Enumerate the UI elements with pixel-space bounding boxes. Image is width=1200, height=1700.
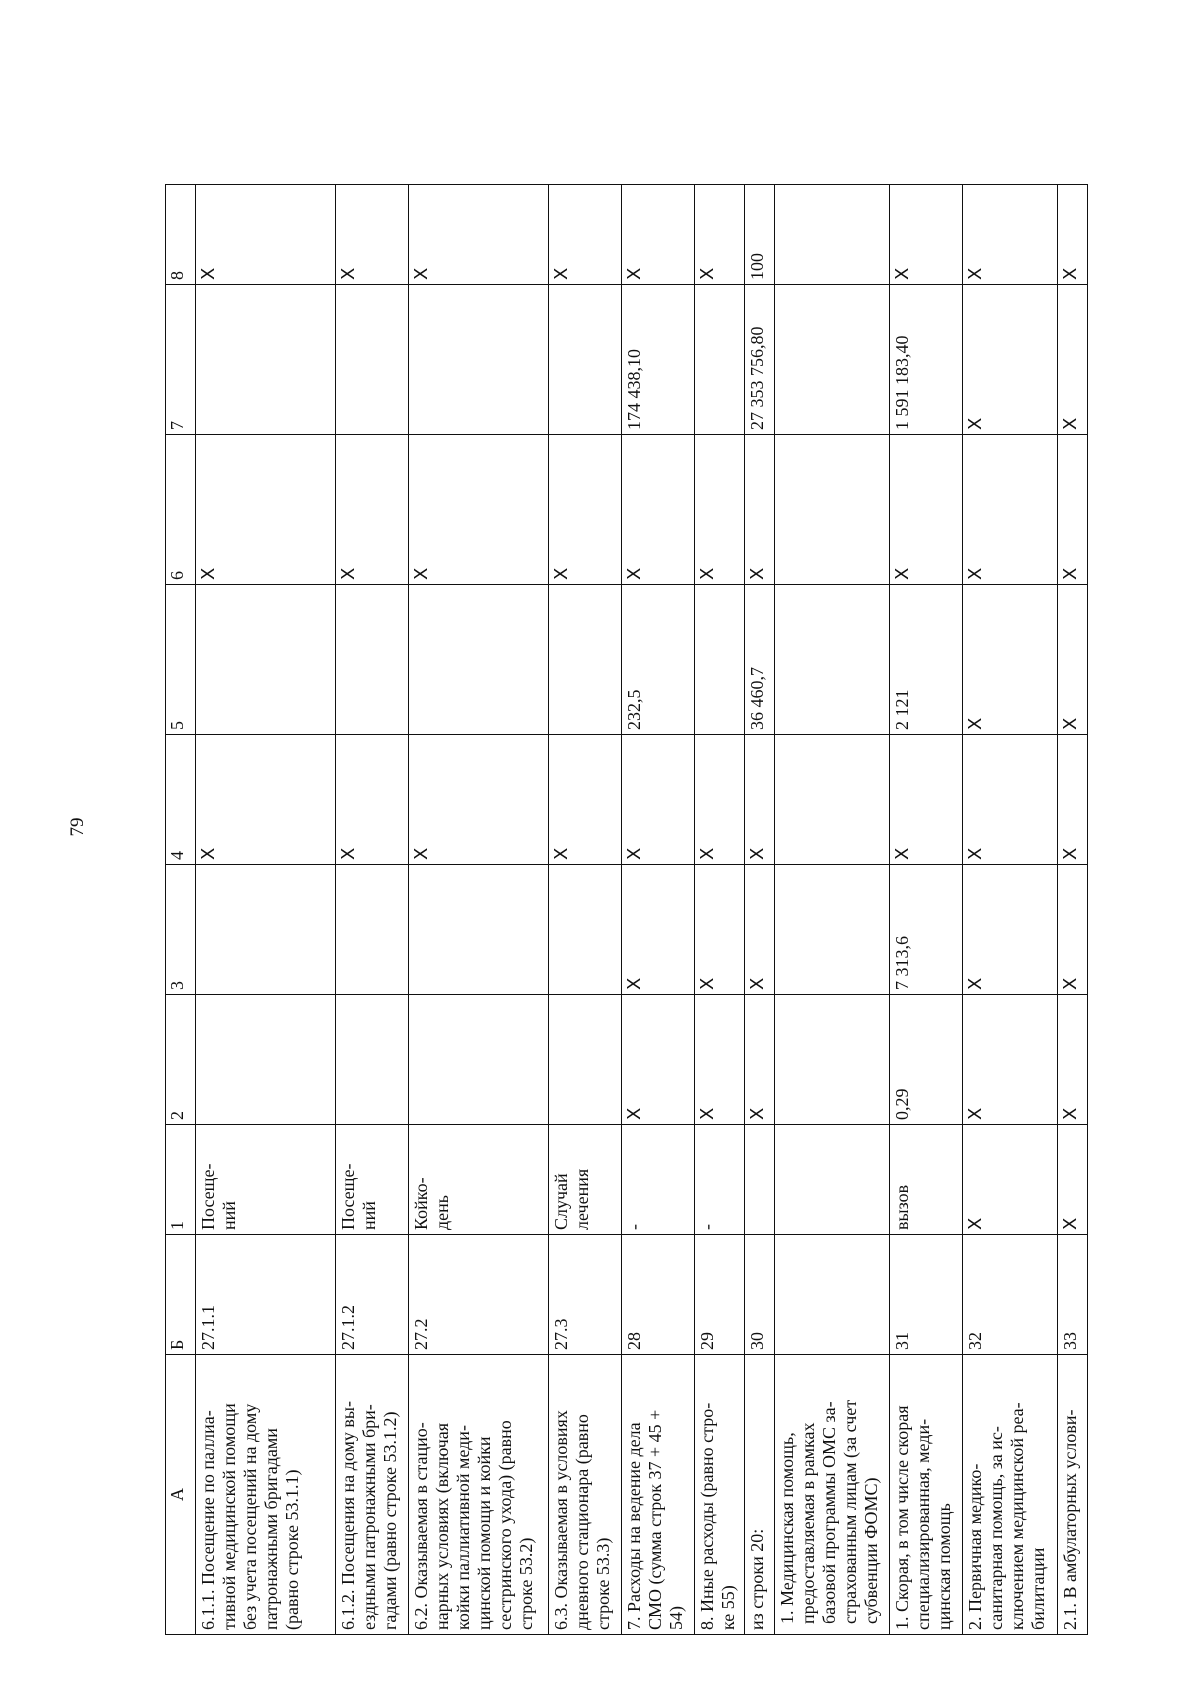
row-unit: X [1058,1125,1088,1235]
row-unit: вызов [890,1125,963,1235]
cell-col7: 27 353 756,80 [745,285,775,435]
cell-col2: X [695,995,745,1125]
row-unit [775,1125,890,1235]
table-row [549,185,622,1635]
row-name: 2. Первичная медико- санитарная помощь, за ис- ключением медицинской реа- билитации [963,1355,1058,1635]
rotated-table-wrapper [165,185,1165,1635]
cell-col3: X [622,865,695,995]
cell-col8: X [549,185,622,285]
row-unit: X [963,1125,1058,1235]
cell-col5 [775,585,890,735]
cell-col2: X [622,995,695,1125]
table-row [622,185,695,1635]
cell-col8: X [196,185,336,285]
row-name: 6.1.2. Посещения на дому вы- ездными патронажными бри- гадами (равно строке 53.1.2) [336,1355,409,1635]
cell-col2: X [745,995,775,1125]
col-header-3: 3 [166,865,196,995]
cell-col6: X [1058,435,1088,585]
cell-col2 [336,995,409,1125]
col-header-5: 5 [166,585,196,735]
row-unit: Посеще- ний [336,1125,409,1235]
table-row [1058,185,1088,1635]
cell-col5 [336,585,409,735]
row-name: 6.1.1. Посещение по паллиа- тивной медицинской помощи без учета посещений на дому патронажными бригадами (равно строке 53.1.1) [196,1355,336,1635]
cell-col2 [409,995,549,1125]
row-name: 2.1. В амбулаторных услови- [1058,1355,1088,1635]
cell-col6 [775,435,890,585]
cell-col3: X [1058,865,1088,995]
cell-col4: X [695,735,745,865]
cell-col4: X [196,735,336,865]
cell-col7: X [1058,285,1088,435]
col-header-b: Б [166,1235,196,1355]
row-unit: - [622,1125,695,1235]
col-header-7: 7 [166,285,196,435]
cell-col8: X [622,185,695,285]
row-code: 32 [963,1235,1058,1355]
cell-col4: X [745,735,775,865]
row-code: 30 [745,1235,775,1355]
cell-col3 [549,865,622,995]
cell-col5: 2 121 [890,585,963,735]
row-code: 27.3 [549,1235,622,1355]
table-row [409,185,549,1635]
cell-col7 [549,285,622,435]
col-header-2: 2 [166,995,196,1125]
row-name: 7. Расходы на ведение дела СМО (сумма строк 37 + 45 + 54) [622,1355,695,1635]
row-code: 28 [622,1235,695,1355]
row-unit: - [695,1125,745,1235]
cell-col2: 0,29 [890,995,963,1125]
cell-col6: X [196,435,336,585]
cell-col2: X [1058,995,1088,1125]
cell-col3: 7 313,6 [890,865,963,995]
row-unit: Койко- день [409,1125,549,1235]
cell-col7 [409,285,549,435]
row-code: 27.2 [409,1235,549,1355]
row-name: из строки 20: [745,1355,775,1635]
cell-col5: X [1058,585,1088,735]
row-name: 6.3. Оказываемая в условиях дневного стационара (равно строке 53.3) [549,1355,622,1635]
cell-col5 [695,585,745,735]
cell-col4: X [409,735,549,865]
cell-col3 [775,865,890,995]
cell-col8: X [695,185,745,285]
cell-col7: 174 438,10 [622,285,695,435]
cell-col6: X [890,435,963,585]
cell-col2: X [963,995,1058,1125]
cell-col5: 36 460,7 [745,585,775,735]
row-code: 29 [695,1235,745,1355]
row-code: 27.1.2 [336,1235,409,1355]
header-row [166,185,196,1635]
cell-col6: X [409,435,549,585]
cell-col4: X [1058,735,1088,865]
cell-col3: X [745,865,775,995]
row-name: 1. Скорая, в том числе скорая специализированная, меди- цинская помощь [890,1355,963,1635]
cell-col5 [196,585,336,735]
cell-col3 [336,865,409,995]
cell-col7 [336,285,409,435]
cell-col3: X [963,865,1058,995]
row-unit [745,1125,775,1235]
row-unit: Посеще- ний [196,1125,336,1235]
cell-col8: 100 [745,185,775,285]
row-code: 31 [890,1235,963,1355]
cell-col4: X [963,735,1058,865]
financial-table [165,184,1088,1635]
cell-col7 [196,285,336,435]
cell-col3 [196,865,336,995]
cell-col7 [695,285,745,435]
cell-col6: X [745,435,775,585]
cell-col4 [775,735,890,865]
cell-col8 [775,185,890,285]
cell-col7: X [963,285,1058,435]
cell-col5 [549,585,622,735]
cell-col3 [409,865,549,995]
row-code: 27.1.1 [196,1235,336,1355]
cell-col5: 232,5 [622,585,695,735]
cell-col6: X [336,435,409,585]
cell-col8: X [409,185,549,285]
cell-col2 [196,995,336,1125]
cell-col4: X [336,735,409,865]
cell-col7 [775,285,890,435]
table-row [745,185,775,1635]
cell-col2 [775,995,890,1125]
col-header-8: 8 [166,185,196,285]
cell-col6: X [622,435,695,585]
table-row [695,185,745,1635]
row-code: 33 [1058,1235,1088,1355]
cell-col8: X [963,185,1058,285]
cell-col4: X [549,735,622,865]
cell-col6: X [695,435,745,585]
col-header-a: А [166,1355,196,1635]
cell-col4: X [622,735,695,865]
cell-col5 [409,585,549,735]
cell-col6: X [963,435,1058,585]
table-row [890,185,963,1635]
row-name: 1. Медицинская помощь, предоставляемая в рамках базовой программы ОМС за- страхованным лицам (за счет субвенции ФОМС) [775,1355,890,1635]
table-row [196,185,336,1635]
cell-col8: X [1058,185,1088,285]
cell-col2 [549,995,622,1125]
col-header-4: 4 [166,735,196,865]
cell-col4: X [890,735,963,865]
row-name: 6.2. Оказываемая в стацио- нарных условиях (включая койки паллиативной меди- цинской помощи и койки сестринского ухода) (равно строке 53.2) [409,1355,549,1635]
cell-col6: X [549,435,622,585]
col-header-1: 1 [166,1125,196,1235]
row-unit: Случай лечения [549,1125,622,1235]
table-row-section [775,185,890,1635]
cell-col5: X [963,585,1058,735]
row-name: 8. Иные расходы (равно стро- ке 55) [695,1355,745,1635]
col-header-6: 6 [166,435,196,585]
row-code [775,1235,890,1355]
cell-col3: X [695,865,745,995]
cell-col8: X [890,185,963,285]
cell-col7: 1 591 183,40 [890,285,963,435]
cell-col8: X [336,185,409,285]
table-row [963,185,1058,1635]
page-number: 79 [67,817,88,837]
table-row [336,185,409,1635]
